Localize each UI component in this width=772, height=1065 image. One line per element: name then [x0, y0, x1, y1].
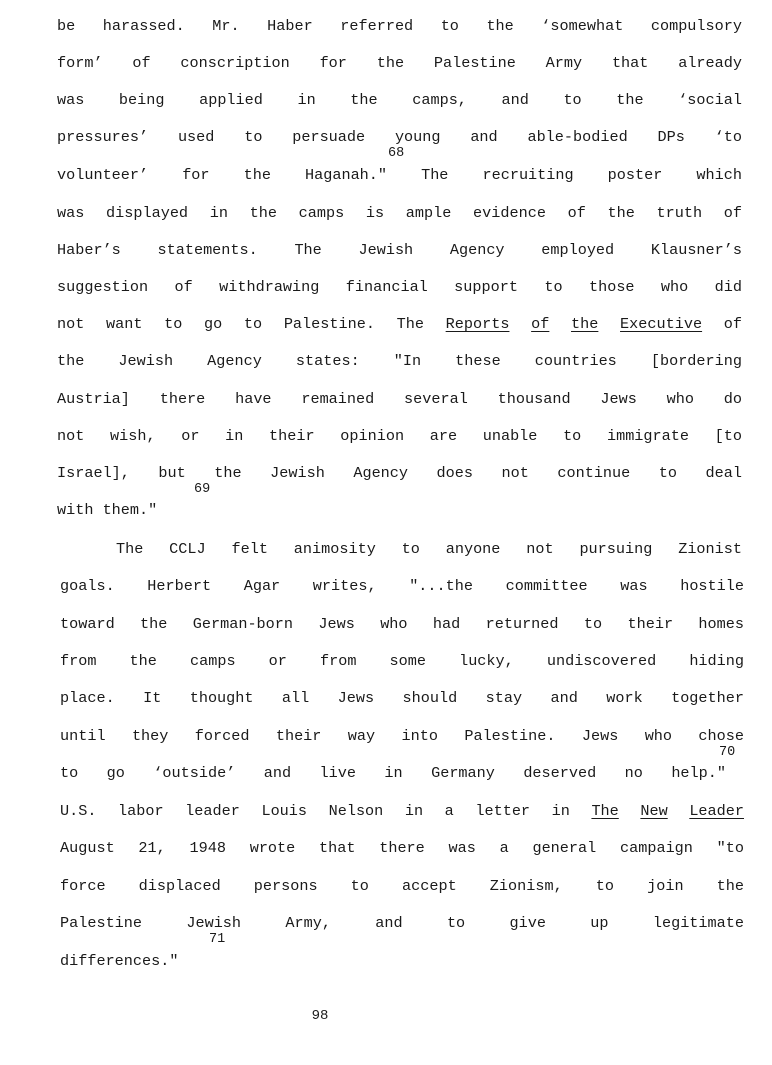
title-word-reports: Reports	[445, 315, 510, 333]
text-line: the Jewish Agency states: "In these countries [bordering	[57, 352, 742, 370]
text-line: Austria] there have remained several thousand Jews who do	[57, 390, 742, 408]
title-word-leader: Leader	[689, 802, 744, 820]
text-line: to go ‘outside’ and live in Germany deserved no help."	[60, 764, 726, 782]
title-word-the: The	[591, 802, 619, 820]
text-line: goals. Herbert Agar writes, "...the committee was hostile	[60, 577, 744, 595]
text-line: toward the German-born Jews who had returned to their homes	[60, 615, 744, 633]
title-word-executive: Executive	[620, 315, 703, 333]
text-line: until they forced their way into Palestine. Jews who chose	[60, 727, 744, 745]
footnote-marker: 70	[719, 745, 736, 760]
text-line: Israel], but the Jewish Agency does not continue to deal	[57, 464, 742, 482]
text-line: form’ of conscription for the Palestine Army that already	[57, 54, 742, 72]
text-line: suggestion of withdrawing financial support to those who did	[57, 278, 742, 296]
text-segment: of	[702, 315, 742, 333]
text-line: not wish, or in their opinion are unable to immigrate [to	[57, 427, 742, 445]
text-segment: not want to go to Palestine. The	[57, 315, 446, 333]
text-line: differences."	[60, 952, 179, 970]
text-segment: U.S. labor leader Louis Nelson in a letter in	[60, 802, 592, 820]
text-line: August 21, 1948 wrote that there was a general campaign "to	[60, 839, 744, 857]
text-line-with-title	[60, 802, 744, 820]
title-word-new: New	[640, 802, 668, 820]
text-line: Palestine Jewish Army, and to give up legitimate	[60, 914, 744, 932]
text-line: pressures’ used to persuade young and able-bodied DPs ‘to	[57, 128, 742, 146]
page-number: 98	[311, 1008, 329, 1024]
title-word-the: the	[571, 315, 599, 333]
text-line-with-title	[57, 315, 742, 333]
footnote-marker: 68	[388, 146, 405, 161]
text-line: be harassed. Mr. Haber referred to the ‘somewhat compulsory	[57, 17, 742, 35]
text-line: The CCLJ felt animosity to anyone not pursuing Zionist	[116, 540, 742, 558]
text-line: was being applied in the camps, and to the ‘social	[57, 91, 742, 109]
text-line: was displayed in the camps is ample evidence of the truth of	[57, 204, 742, 222]
footnote-marker: 71	[209, 932, 226, 947]
text-line: Haber’s statements. The Jewish Agency employed Klausner’s	[57, 241, 742, 259]
text-line: with them."	[57, 501, 158, 519]
text-line: volunteer’ for the Haganah." The recruiting poster which	[57, 166, 742, 184]
text-line: force displaced persons to accept Zionism, to join the	[60, 877, 744, 895]
text-line: from the camps or from some lucky, undiscovered hiding	[60, 652, 744, 670]
text-line: place. It thought all Jews should stay and work together	[60, 689, 744, 707]
title-word-of: of	[531, 315, 550, 333]
footnote-marker: 69	[194, 482, 211, 497]
